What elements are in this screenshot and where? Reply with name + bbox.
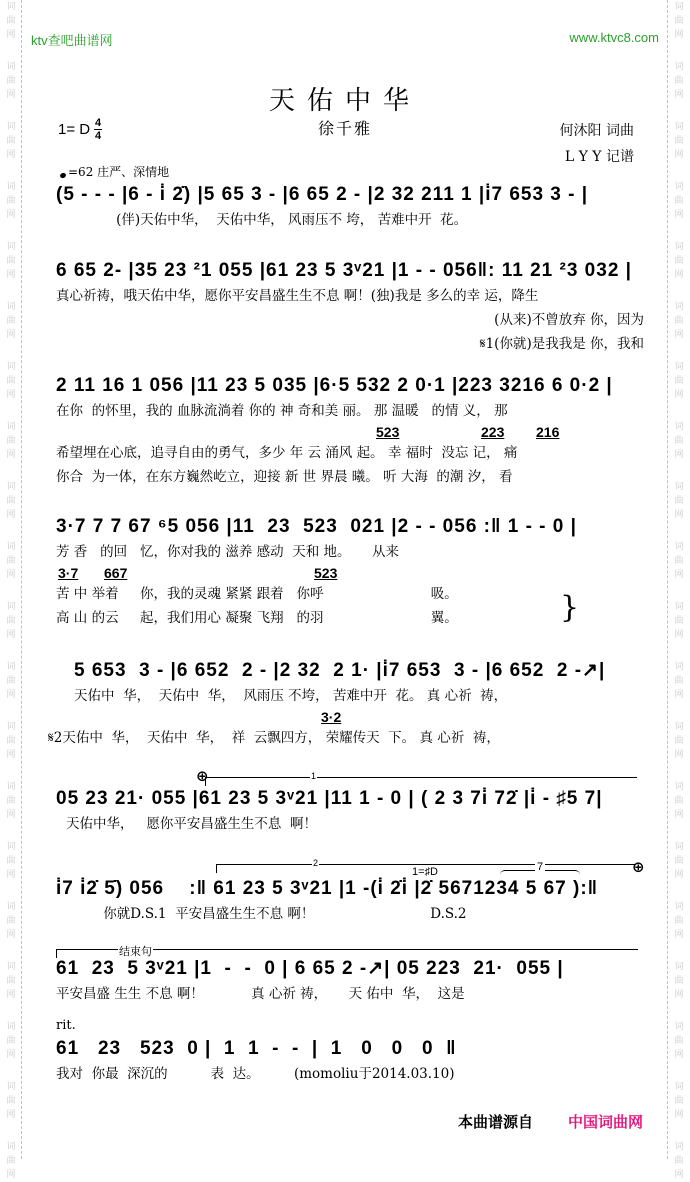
side-watermark-char: 词 (6, 1142, 16, 1152)
side-watermark-char: 网 (6, 570, 16, 580)
alt-notes: 216 (536, 424, 560, 440)
side-watermark-char: 词 (6, 2, 16, 12)
side-watermark-char: 网 (674, 810, 684, 820)
right-side-watermark (670, 0, 688, 1180)
side-watermark-char: 词 (6, 722, 16, 732)
side-watermark-group (674, 240, 683, 282)
side-watermark-char: 词 (6, 962, 16, 972)
coda-icon: ⊕ (632, 858, 645, 876)
side-watermark-char: 曲 (6, 16, 16, 26)
side-watermark-group (6, 1080, 15, 1122)
side-watermark-group (674, 720, 683, 762)
side-watermark-char: 词 (674, 722, 684, 732)
side-watermark-char: 网 (6, 1050, 16, 1060)
right-margin-line (667, 0, 668, 1159)
side-watermark-char: 曲 (674, 1036, 684, 1046)
side-watermark-char: 词 (674, 1082, 684, 1092)
side-watermark-group (6, 240, 15, 282)
score-row-8 (56, 956, 644, 1006)
side-watermark-char: 网 (6, 750, 16, 760)
singer-name: 徐千雅 (317, 119, 372, 138)
side-watermark-char: 曲 (674, 1096, 684, 1106)
side-watermark-group (6, 840, 15, 882)
side-watermark-char: 网 (6, 90, 16, 100)
side-watermark-char: 词 (6, 542, 16, 552)
coda-icon: ⊕ (196, 767, 209, 785)
source-label: 本曲谱源自 (458, 1113, 534, 1131)
side-watermark-char: 词 (674, 2, 684, 12)
side-watermark-group (6, 1020, 15, 1062)
alt-notes: 523 (376, 424, 400, 440)
tempo-marking (60, 163, 169, 180)
side-watermark-char: 词 (6, 902, 16, 912)
time-sig-top: 4 (95, 117, 102, 129)
side-watermark-char: 曲 (6, 676, 16, 686)
side-watermark-char: 曲 (674, 376, 684, 386)
side-watermark-char: 曲 (6, 616, 16, 626)
ritardando-mark: rit. (56, 1018, 76, 1033)
side-watermark-char: 曲 (6, 796, 16, 806)
side-watermark-char: 网 (6, 390, 16, 400)
alt-notes-line (56, 564, 644, 582)
side-watermark-char: 曲 (6, 1036, 16, 1046)
source-site-link[interactable]: 中国词曲网 (568, 1113, 644, 1131)
side-watermark-char: 网 (6, 210, 16, 220)
lyric-line: (从来)不曾放弃 你，因为 (494, 312, 644, 328)
key-signature (58, 118, 102, 141)
lyric-line: 我对 你最 深沉的 表 达。 (momoliu于2014.03.10) (56, 1066, 455, 1082)
volta-number: 1 (311, 771, 317, 781)
notation-line: 61 23 5 3ᵛ21 |1 - - 0 | 6 65 2 -↗| 05 223 21· 055 | (56, 958, 564, 979)
alt-notes-line (56, 423, 644, 441)
side-watermark-char: 网 (674, 1170, 684, 1180)
side-watermark-char: 网 (6, 690, 16, 700)
alt-notes-line (56, 708, 644, 726)
side-watermark-char: 词 (674, 1142, 684, 1152)
side-watermark-char: 词 (674, 1022, 684, 1032)
side-watermark-char: 网 (6, 1170, 16, 1180)
side-watermark-char: 词 (674, 542, 684, 552)
side-watermark-char: 曲 (674, 16, 684, 26)
score-row-5 (48, 658, 644, 750)
side-watermark-group (6, 360, 15, 402)
side-watermark-char: 网 (674, 150, 684, 160)
lyric-line: 你就D.S.1 平安昌盛生生不息 啊！ D.S.2 (56, 906, 467, 922)
alt-notes: 3·7 (58, 565, 79, 581)
side-watermark-char: 网 (6, 510, 16, 520)
side-watermark-char: 曲 (6, 136, 16, 146)
side-watermark-char: 曲 (674, 1156, 684, 1166)
side-watermark-char: 词 (6, 242, 16, 252)
side-watermark-char: 词 (6, 1082, 16, 1092)
notation-line: (5 - - - |6 - i̇ 2̇) |5 65 3 - |6 65 2 - |2 32 211 1 |i̇7 653 3 - | (56, 184, 589, 205)
side-watermark-char: 曲 (6, 916, 16, 926)
side-watermark-group (6, 720, 15, 762)
lyric-line: 希望埋在心底，追寻自由的勇气，多少 年 云 涌风 起。 幸 福时 没忘 记， 痛 (56, 445, 518, 461)
side-watermark-char: 网 (674, 570, 684, 580)
side-watermark-char: 网 (674, 210, 684, 220)
side-watermark-char: 网 (6, 30, 16, 40)
side-watermark-group (674, 300, 683, 342)
side-watermark-char: 词 (674, 602, 684, 612)
side-watermark-char: 词 (6, 782, 16, 792)
side-watermark-char: 网 (674, 990, 684, 1000)
side-watermark-char: 词 (6, 662, 16, 672)
side-watermark-char: 词 (674, 122, 684, 132)
score-row-6 (56, 786, 644, 836)
side-watermark-char: 词 (674, 422, 684, 432)
side-watermark-char: 网 (674, 330, 684, 340)
alt-notes: 667 (104, 565, 128, 581)
side-watermark-char: 曲 (6, 436, 16, 446)
side-watermark-char: 网 (674, 30, 684, 40)
side-watermark-group (674, 840, 683, 882)
side-watermark-char: 曲 (674, 736, 684, 746)
side-watermark-group (674, 0, 683, 42)
volta-bracket-2 (216, 858, 636, 868)
notation-line: 5 653 3 - |6 652 2 - |2 32 2 1· |i̇7 653 3 - |6 652 2 -↗| (74, 660, 606, 681)
side-watermark-char: 词 (6, 422, 16, 432)
side-watermark-char: 网 (6, 150, 16, 160)
side-watermark-char: 曲 (6, 1156, 16, 1166)
side-watermark-char: 曲 (674, 616, 684, 626)
side-watermark-group (674, 1080, 683, 1122)
lyric-line: (伴)天佑中华， 天佑中华， 风雨压不 垮， 苦难中开 花。 (56, 212, 468, 228)
side-watermark-group (674, 960, 683, 1002)
side-watermark-group (6, 180, 15, 222)
score-row-3 (56, 373, 644, 489)
side-watermark-char: 网 (6, 930, 16, 940)
side-watermark-group (674, 1020, 683, 1062)
notation-line: 6 65 2- |35 23 ²1 055 |61 23 5 3ᵛ21 |1 - - 056‖: 11 21 ²3 032 | (56, 260, 632, 281)
side-watermark-char: 网 (6, 330, 16, 340)
score-row-7 (56, 876, 644, 926)
side-watermark-group (674, 900, 683, 942)
side-watermark-char: 曲 (6, 556, 16, 566)
alt-notes: 523 (314, 565, 338, 581)
side-watermark-char: 曲 (674, 256, 684, 266)
quarter-note-icon (59, 172, 66, 179)
side-watermark-group (6, 600, 15, 642)
volta-bracket-1 (205, 771, 637, 781)
notation-line: 61 23 523 0 | 1 1 - - | 1 0 0 0 ‖ (56, 1038, 457, 1059)
side-watermark-group (674, 1140, 683, 1182)
notation-line: i̇7 i̇2̇ 5̇) 056 :‖ 61 23 5 3ᵛ21 |1 -(i̇ 2̇i̇ |2̇ 5671234 5 67 ):‖ (56, 878, 599, 899)
composer-credit: 何沐阳 词曲 (559, 123, 634, 139)
side-watermark-char: 词 (6, 842, 16, 852)
side-watermark-char: 曲 (674, 796, 684, 806)
side-watermark-char: 词 (674, 482, 684, 492)
ending-bracket (56, 945, 638, 958)
side-watermark-char: 网 (674, 90, 684, 100)
side-watermark-group (6, 900, 15, 942)
lyric-line: 在你 的怀里，我的 血脉流淌着 你的 神 奇和美 丽。 那 温暖 的情 义， 那 (56, 403, 508, 419)
side-watermark-char: 曲 (674, 856, 684, 866)
site-url-right[interactable]: www.ktvc8.com (569, 30, 659, 45)
side-watermark-char: 词 (6, 302, 16, 312)
transcriber-credit: L Y Y 记谱 (564, 149, 634, 165)
side-watermark-char: 曲 (6, 1096, 16, 1106)
side-watermark-char: 词 (6, 602, 16, 612)
side-watermark-char: 曲 (6, 76, 16, 86)
side-watermark-group (6, 0, 15, 42)
side-watermark-char: 网 (6, 630, 16, 640)
side-watermark-char: 网 (6, 270, 16, 280)
time-signature (94, 118, 102, 141)
side-watermark-char: 网 (674, 450, 684, 460)
side-watermark-char: 网 (674, 630, 684, 640)
side-watermark-char: 网 (674, 1110, 684, 1120)
volta-number: 2 (313, 858, 319, 868)
side-watermark-char: 曲 (6, 376, 16, 386)
side-watermark-char: 网 (6, 1110, 16, 1120)
ending-label: 结束句 (119, 945, 152, 958)
side-watermark-char: 网 (674, 690, 684, 700)
site-name-left[interactable]: ktv查吧曲谱网 (31, 33, 113, 48)
lyric-line: 芳 香 的回 忆，你对我的 滋养 感动 天和 地。 从来 (56, 544, 399, 560)
lyric-line: 𝄋1(你就)是我我是 你，我和 (479, 336, 644, 352)
side-watermark-group (674, 180, 683, 222)
side-watermark-char: 网 (674, 510, 684, 520)
side-watermark-char: 词 (674, 962, 684, 972)
side-watermark-char: 曲 (6, 496, 16, 506)
side-watermark-char: 网 (674, 750, 684, 760)
side-watermark-group (674, 360, 683, 402)
lyric-line: 苦 中 举着 你，我的灵魂 紧紧 跟着 你呼 吸。 (56, 586, 458, 602)
left-margin-line (21, 0, 22, 1159)
side-watermark-char: 词 (674, 182, 684, 192)
alt-notes: 3·2 (321, 709, 342, 725)
side-watermark-group (6, 300, 15, 342)
score-row-2 (56, 258, 644, 356)
side-watermark-char: 曲 (6, 736, 16, 746)
side-watermark-char: 词 (674, 302, 684, 312)
time-sig-bottom: 4 (95, 130, 102, 142)
side-watermark-char: 网 (674, 870, 684, 880)
notation-line: 2 11 16 1 056 |11 23 5 035 |6·5 532 2 0·1 |223 3216 6 0·2 | (56, 375, 613, 396)
lyric-line: 𝄋2天佑中 华， 天佑中 华， 祥 云飘四方， 荣耀传天 下。 真 心祈 祷， (48, 730, 500, 746)
tuplet-bracket (500, 861, 580, 875)
verse-brace: } (560, 590, 580, 625)
side-watermark-group (6, 540, 15, 582)
side-watermark-char: 词 (6, 1022, 16, 1032)
lyric-line: 天佑中华， 愿你平安昌盛生生不息 啊！ (66, 816, 317, 832)
score-row-4 (56, 514, 644, 630)
side-watermark-char: 网 (674, 270, 684, 280)
side-watermark-char: 网 (6, 810, 16, 820)
credits (560, 118, 634, 170)
key-label: 1= D (58, 121, 91, 138)
side-watermark-group (6, 780, 15, 822)
side-watermark-char: 曲 (6, 976, 16, 986)
side-watermark-char: 曲 (6, 196, 16, 206)
side-watermark-group (674, 480, 683, 522)
side-watermark-char: 网 (6, 450, 16, 460)
side-watermark-char: 词 (674, 242, 684, 252)
side-watermark-group (674, 540, 683, 582)
side-watermark-char: 曲 (674, 676, 684, 686)
notation-line: 05 23 21· 055 |61 23 5 3ᵛ21 |11 1 - 0 | ( 2 3 7i̇ 72̇ |i̇ - ♯5 7| (56, 788, 603, 809)
side-watermark-char: 词 (674, 842, 684, 852)
side-watermark-char: 词 (6, 482, 16, 492)
notation-line: 3·7 7 7 67 ⁶5 056 |11 23 523 021 |2 - - 056 :‖ 1 - - 0 | (56, 516, 577, 537)
side-watermark-char: 词 (674, 782, 684, 792)
side-watermark-char: 曲 (674, 136, 684, 146)
song-title: 天佑中华 (268, 86, 421, 116)
key-change-label: 1=♯D (412, 866, 438, 878)
side-watermark-group (674, 420, 683, 462)
side-watermark-char: 词 (674, 62, 684, 72)
side-watermark-char: 曲 (674, 436, 684, 446)
side-watermark-char: 曲 (674, 316, 684, 326)
side-watermark-char: 曲 (674, 916, 684, 926)
side-watermark-char: 词 (674, 902, 684, 912)
side-watermark-group (6, 1140, 15, 1182)
lyric-line: 平安昌盛 生生 不息 啊！ 真 心祈 祷， 天 佑中 华， 这是 (56, 986, 465, 1002)
side-watermark-group (6, 420, 15, 462)
side-watermark-group (6, 480, 15, 522)
side-watermark-char: 词 (6, 122, 16, 132)
side-watermark-char: 曲 (6, 316, 16, 326)
side-watermark-char: 词 (6, 182, 16, 192)
lyric-line: 真心祈祷，哦天佑中华，愿你平安昌盛生生不息 啊！(独)我是 多么的幸 运，降生 (56, 288, 539, 304)
side-watermark-char: 词 (6, 62, 16, 72)
side-watermark-char: 网 (674, 390, 684, 400)
alt-notes: 223 (481, 424, 505, 440)
lyric-line: 你合 为一体，在东方巍然屹立，迎接 新 世 界晨 曦。 听 大海 的潮 汐， 看 (56, 469, 513, 485)
side-watermark-group (6, 660, 15, 702)
side-watermark-group (674, 780, 683, 822)
side-watermark-char: 网 (6, 870, 16, 880)
tuplet-number: 7 (536, 861, 544, 873)
left-side-watermark (2, 0, 20, 1180)
lyric-line: 天佑中 华， 天佑中 华， 风雨压 不垮， 苦难中开 花。 真 心祈 祷， (74, 688, 508, 704)
side-watermark-char: 词 (674, 362, 684, 372)
side-watermark-group (6, 960, 15, 1002)
side-watermark-char: 曲 (6, 856, 16, 866)
side-watermark-char: 曲 (674, 556, 684, 566)
side-watermark-char: 网 (674, 1050, 684, 1060)
side-watermark-char: 网 (674, 930, 684, 940)
score-row-9 (56, 1036, 644, 1086)
side-watermark-char: 曲 (674, 496, 684, 506)
lyric-line: 高 山 的云 起，我们用心 凝聚 飞翔 的羽 翼。 (56, 610, 458, 626)
side-watermark-char: 词 (674, 662, 684, 672)
tempo-text: =62 庄严、深情地 (68, 165, 170, 179)
score-row-1 (56, 182, 644, 232)
side-watermark-char: 曲 (674, 976, 684, 986)
side-watermark-char: 曲 (6, 256, 16, 266)
side-watermark-char: 词 (6, 362, 16, 372)
side-watermark-group (674, 660, 683, 702)
side-watermark-char: 曲 (674, 76, 684, 86)
side-watermark-char: 网 (6, 990, 16, 1000)
side-watermark-group (674, 600, 683, 642)
side-watermark-char: 曲 (674, 196, 684, 206)
